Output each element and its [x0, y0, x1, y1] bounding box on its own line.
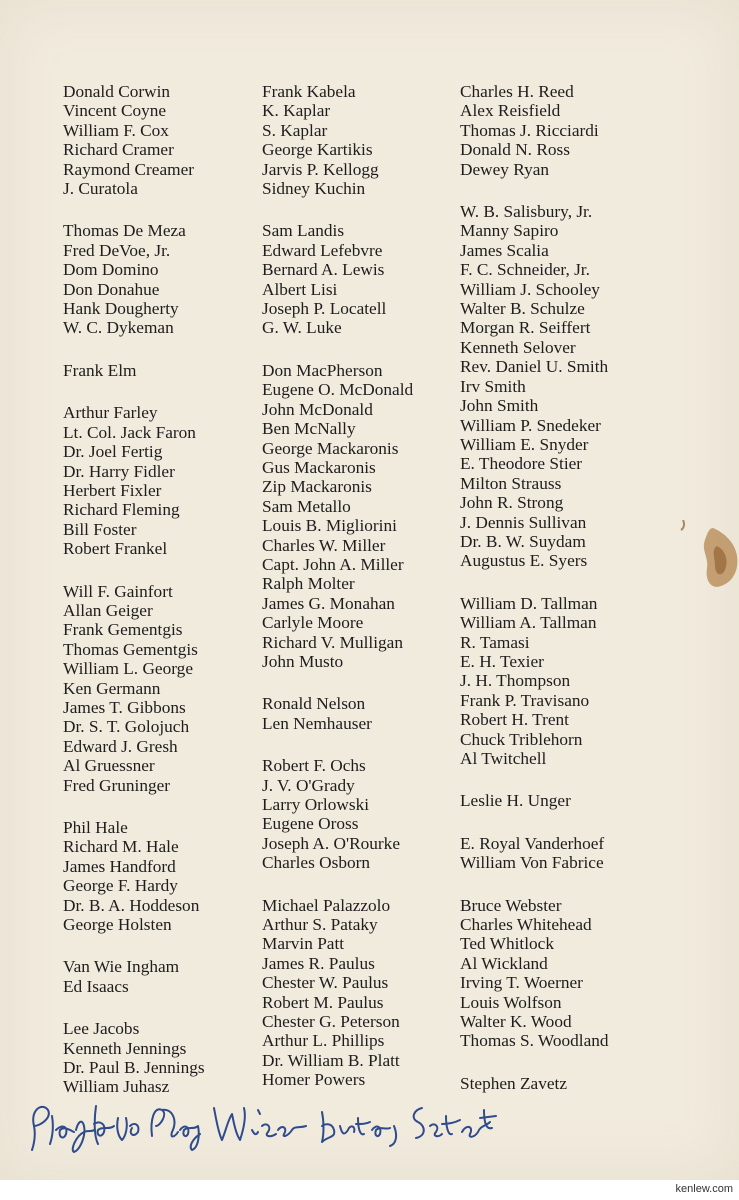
name-group — [262, 221, 472, 337]
name-entry: Phil Hale — [63, 818, 128, 837]
name-column-3 — [460, 82, 670, 1116]
name-entry: William L. George — [63, 659, 193, 679]
name-group — [460, 1074, 670, 1093]
name-entry: Michael Palazzolo — [262, 895, 391, 915]
name-group — [63, 82, 273, 198]
name-entry: Ralph Molter — [262, 574, 355, 594]
name-entry: James Handford — [63, 856, 176, 876]
handwritten-inscription — [22, 1096, 502, 1154]
name-entry: Van Wie Ingham — [63, 957, 180, 977]
name-entry: George Holsten — [63, 915, 172, 935]
name-group — [262, 896, 472, 1090]
name-entry: Jarvis P. Kellogg — [262, 159, 379, 179]
name-entry: William Von Fabrice — [460, 853, 604, 873]
name-entry: Lt. Col. Jack Faron — [63, 422, 196, 442]
name-entry: Bernard A. Lewis — [262, 260, 385, 280]
name-entry: Dewey Ryan — [460, 159, 550, 179]
name-group — [460, 791, 670, 810]
name-entry: Irving T. Woerner — [460, 973, 583, 993]
name-group — [460, 834, 670, 873]
name-entry: Dr. B. A. Hoddeson — [63, 895, 200, 915]
name-entry: J. V. O'Grady — [262, 775, 355, 795]
name-entry: E. Royal Vanderhoef — [460, 833, 605, 853]
name-group — [63, 957, 273, 996]
name-entry: Kenneth Jennings — [63, 1038, 187, 1058]
name-entry: Al Wickland — [460, 953, 548, 973]
name-entry: Eugene O. McDonald — [262, 380, 414, 400]
name-entry: Raymond Creamer — [63, 159, 195, 179]
name-group — [63, 221, 273, 337]
name-entry: Capt. John A. Miller — [262, 554, 404, 574]
footer-strip — [0, 1180, 739, 1200]
name-entry: W. C. Dykeman — [63, 318, 174, 338]
name-entry: Sidney Kuchin — [262, 179, 366, 199]
name-entry: Charles H. Reed — [460, 82, 574, 101]
name-entry: Frank Gementgis — [63, 620, 183, 640]
name-entry: Len Nemhauser — [262, 713, 372, 733]
name-entry: Charles W. Miller — [262, 535, 386, 555]
name-entry: Louis B. Migliorini — [262, 516, 397, 536]
name-entry: J. Curatola — [63, 179, 138, 199]
name-entry: John Musto — [262, 651, 344, 671]
name-entry: Dr. B. W. Suydam — [460, 531, 586, 551]
name-entry: S. Kaplar — [262, 120, 328, 140]
name-entry: Bill Foster — [63, 519, 137, 539]
name-entry: Thomas Gementgis — [63, 639, 198, 659]
name-entry: Richard Fleming — [63, 500, 180, 520]
name-entry: Hank Dougherty — [63, 299, 179, 319]
name-entry: Milton Strauss — [460, 473, 562, 493]
name-entry: E. H. Texier — [460, 651, 544, 671]
name-entry: Larry Orlowski — [262, 795, 370, 814]
name-entry: Dom Domino — [63, 260, 159, 280]
name-entry: Richard Cramer — [63, 140, 174, 160]
name-entry: Ronald Nelson — [262, 694, 366, 714]
name-entry: William F. Cox — [63, 120, 169, 140]
name-group — [63, 403, 273, 558]
name-group — [460, 82, 670, 179]
name-entry: Augustus E. Syers — [460, 551, 588, 571]
name-entry: G. W. Luke — [262, 318, 342, 338]
name-entry: Dr. S. T. Golojuch — [63, 717, 190, 737]
name-entry: Carlyle Moore — [262, 613, 364, 633]
name-entry: Fred DeVoe, Jr. — [63, 240, 171, 260]
name-entry: John McDonald — [262, 399, 373, 419]
name-entry: Fred Gruninger — [63, 775, 171, 795]
name-entry: R. Tamasi — [460, 632, 530, 652]
name-entry: Marvin Patt — [262, 934, 345, 954]
name-entry: Dr. Harry Fidler — [63, 461, 175, 481]
name-entry: Eugene Oross — [262, 814, 359, 834]
name-entry: Walter K. Wood — [460, 1012, 572, 1032]
name-entry: Bruce Webster — [460, 895, 562, 915]
name-group — [262, 756, 472, 872]
name-entry: Ken Germann — [63, 678, 161, 698]
name-entry: Walter B. Schulze — [460, 299, 585, 319]
name-entry: Allan Geiger — [63, 600, 153, 620]
name-entry: Leslie H. Unger — [460, 791, 571, 811]
name-entry: J. Dennis Sullivan — [460, 512, 587, 532]
name-entry: Al Twitchell — [460, 749, 547, 768]
name-entry: James R. Paulus — [262, 953, 375, 973]
name-entry: Will F. Gainfort — [63, 581, 173, 601]
name-entry: Chester W. Paulus — [262, 973, 389, 993]
name-entry: Thomas S. Woodland — [460, 1031, 609, 1051]
name-entry: Arthur L. Phillips — [262, 1031, 385, 1051]
name-entry: E. Theodore Stier — [460, 454, 583, 474]
name-group — [262, 361, 472, 672]
name-entry: Alex Reisfield — [460, 101, 561, 121]
name-entry: Richard M. Hale — [63, 837, 179, 857]
name-entry: Manny Sapiro — [460, 221, 559, 241]
name-entry: Don MacPherson — [262, 360, 383, 380]
name-entry: Dr. Joel Fertig — [63, 442, 163, 462]
name-entry: George Mackaronis — [262, 438, 399, 458]
name-group — [262, 82, 472, 198]
name-entry: Frank Kabela — [262, 82, 356, 101]
name-entry: James T. Gibbons — [63, 697, 186, 717]
name-entry: Charles Osborn — [262, 853, 370, 873]
name-entry: Irv Smith — [460, 376, 526, 396]
name-entry: Chester G. Peterson — [262, 1012, 400, 1032]
name-entry: Arthur Farley — [63, 403, 158, 423]
name-entry: F. C. Schneider, Jr. — [460, 260, 590, 280]
name-entry: Vincent Coyne — [63, 101, 167, 121]
name-group — [63, 1019, 273, 1097]
name-entry: George F. Hardy — [63, 876, 178, 896]
name-entry: William D. Tallman — [460, 593, 598, 613]
name-entry: Charles Whitehead — [460, 915, 592, 935]
name-entry: Lee Jacobs — [63, 1019, 140, 1039]
name-entry: Thomas J. Ricciardi — [460, 120, 599, 140]
name-entry: Richard V. Mulligan — [262, 632, 403, 652]
name-entry: Chuck Triblehorn — [460, 729, 583, 749]
name-entry: Thomas De Meza — [63, 221, 186, 241]
name-group — [460, 202, 670, 571]
name-entry: Louis Wolfson — [460, 992, 562, 1012]
name-group — [63, 582, 273, 795]
name-entry: Ben McNally — [262, 419, 356, 439]
name-entry: William E. Snyder — [460, 434, 589, 454]
name-entry: Sam Landis — [262, 221, 345, 241]
name-entry: Frank P. Travisano — [460, 690, 590, 710]
name-entry: Stephen Zavetz — [460, 1073, 568, 1093]
name-entry: Edward J. Gresh — [63, 736, 178, 756]
site-credit: kenlew.com — [675, 1183, 733, 1195]
name-entry: Albert Lisi — [262, 279, 338, 299]
name-entry: Donald Corwin — [63, 82, 171, 101]
name-entry: Donald N. Ross — [460, 140, 570, 160]
name-entry: Zip Mackaronis — [262, 477, 372, 497]
name-entry: Ted Whitlock — [460, 934, 554, 954]
name-entry: Robert F. Ochs — [262, 756, 366, 776]
name-entry: Gus Mackaronis — [262, 457, 376, 477]
name-entry: Joseph A. O'Rourke — [262, 833, 400, 853]
name-entry: Dr. Paul B. Jennings — [63, 1058, 205, 1078]
name-column-1 — [63, 82, 273, 1120]
name-entry: William J. Schooley — [460, 279, 600, 299]
name-entry: William Juhasz — [63, 1077, 170, 1097]
name-entry: J. H. Thompson — [460, 671, 571, 691]
name-entry: Homer Powers — [262, 1070, 366, 1090]
name-entry: Frank Elm — [63, 360, 137, 380]
name-entry: Sam Metallo — [262, 496, 351, 516]
name-group — [63, 361, 273, 380]
name-entry: Joseph P. Locatell — [262, 299, 387, 319]
name-entry: Morgan R. Seiffert — [460, 318, 591, 338]
name-entry: Herbert Fixler — [63, 480, 162, 500]
name-group — [460, 896, 670, 1051]
name-entry: George Kartikis — [262, 140, 373, 160]
name-entry: Robert Frankel — [63, 539, 168, 559]
name-entry: William A. Tallman — [460, 613, 597, 633]
name-entry: Edward Lefebvre — [262, 240, 383, 260]
name-entry: Robert H. Trent — [460, 710, 569, 730]
name-entry: John R. Strong — [460, 493, 564, 513]
name-entry: William P. Snedeker — [460, 415, 601, 435]
name-entry: James Scalia — [460, 240, 549, 260]
name-entry: John Smith — [460, 396, 539, 416]
name-entry: Al Gruessner — [63, 756, 155, 776]
name-entry: Arthur S. Pataky — [262, 915, 378, 935]
name-entry: K. Kaplar — [262, 101, 331, 121]
name-entry: Kenneth Selover — [460, 337, 576, 357]
name-entry: Ed Isaacs — [63, 976, 129, 996]
name-entry: Don Donahue — [63, 279, 160, 299]
name-entry: Robert M. Paulus — [262, 992, 384, 1012]
name-entry: W. B. Salisbury, Jr. — [460, 202, 593, 222]
paper-stain — [675, 520, 739, 600]
name-group — [63, 818, 273, 934]
name-entry: Rev. Daniel U. Smith — [460, 357, 609, 377]
name-group — [262, 694, 472, 733]
name-column-2 — [262, 82, 472, 1113]
name-entry: Dr. William B. Platt — [262, 1050, 400, 1070]
name-entry: James G. Monahan — [262, 593, 395, 613]
name-group — [460, 594, 670, 769]
